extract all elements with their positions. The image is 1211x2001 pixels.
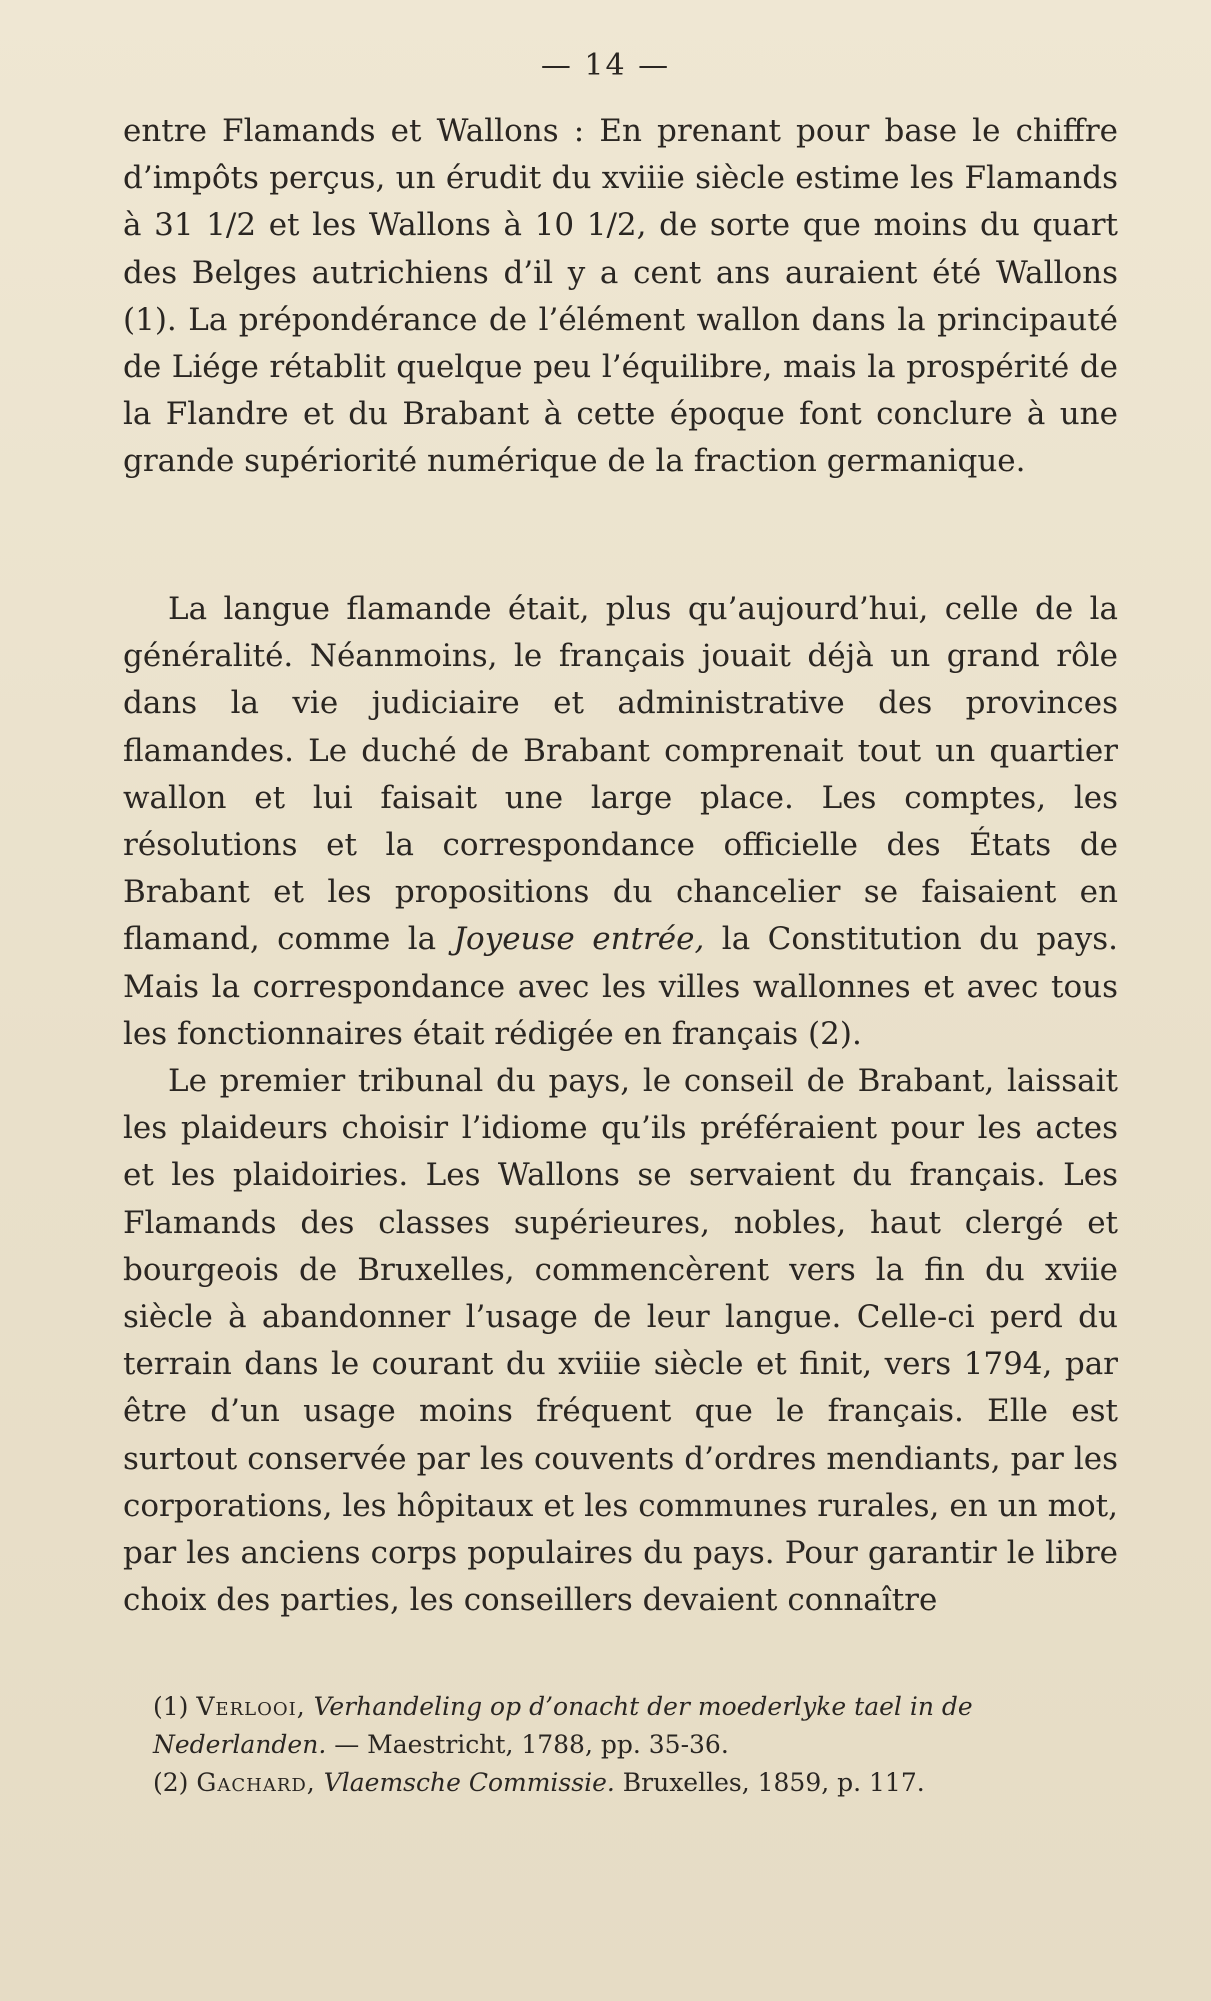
- paragraph-langue-flamande: [123, 586, 1118, 1058]
- text-block-main: [123, 586, 1118, 1624]
- paragraph-tribunal: Le premier tribunal du pays, le conseil de Brabant, laissait les plaideurs choisir l’idiome qu’ils préféraient pour les actes et les plaidoiries. Les Wallons se servaient du français. Les Flamands des classes supérieures, nobles, haut clergé et bourgeois de Bruxelles, commencèrent vers la fin du xviie siècle à abandonner l’usage de leur langue. Celle-ci perd du terrain dans le courant du xviiie siècle et finit, vers 1794, par être d’un usage moins fréquent que le français. Elle est surtout conservée par les couvents d’ordres mendiants, par les corporations, les hôpitaux et les communes rurales, en un mot, par les anciens corps populaires du pays. Pour garantir le libre choix des parties, les conseillers devaient connaître: [123, 1063, 1118, 1619]
- footnote-title: Vlaemsche Commissie.: [323, 1768, 615, 1797]
- footnote-details: — Maestricht, 1788, pp. 35-36.: [334, 1730, 729, 1759]
- footnotes: [123, 1688, 1118, 1802]
- page-number: — 14 —: [540, 48, 671, 83]
- text-block-top: [123, 108, 1118, 486]
- footnote-1: [123, 1688, 1118, 1764]
- footnote-marker: (2): [153, 1768, 189, 1797]
- footnote-marker: (1): [153, 1692, 189, 1721]
- paragraph-continuation: entre Flamands et Wallons : En prenant pour base le chiffre d’impôts perçus, un érudit du xviiie siècle estime les Flamands à 31 1/2 et les Wallons à 10 1/2, de sorte que moins du quart des Belges autrichiens d’il y a cent ans auraient été Wallons (1). La prépondérance de l’élément wallon dans la principauté de Liége rétablit quelque peu l’équilibre, mais la prospérité de la Flandre et du Brabant à cette époque font conclure à une grande supériorité numérique de la fraction germanique.: [123, 113, 1118, 480]
- footnote-details: Bruxelles, 1859, p. 117.: [622, 1768, 925, 1797]
- footnote-author: Verlooi,: [196, 1692, 306, 1721]
- italic-title: Joyeuse entrée,: [453, 921, 705, 958]
- footnote-author: Gachard,: [196, 1768, 316, 1797]
- footnote-title: Verhandeling op d’onacht der moederlyke tael in de Nederlanden.: [153, 1692, 973, 1759]
- paragraph-text: La langue flamande était, plus qu’aujourd’hui, celle de la généralité. Néanmoins, le français jouait déjà un grand rôle dans la vie judiciaire et administrative des provinces flamandes. Le duché de Brabant comprenait tout un quartier wallon et lui faisait une large place. Les comptes, les résolutions et la correspondance officielle des États de Brabant et les propositions du chancelier se faisaient en flamand, comme la: [123, 591, 1118, 958]
- paragraph-text: la Constitution du pays. Mais la correspondance avec les villes wallonnes et avec tous les fonctionnaires était rédigée en français (2).: [123, 921, 1119, 1052]
- footnote-2: [123, 1764, 1118, 1802]
